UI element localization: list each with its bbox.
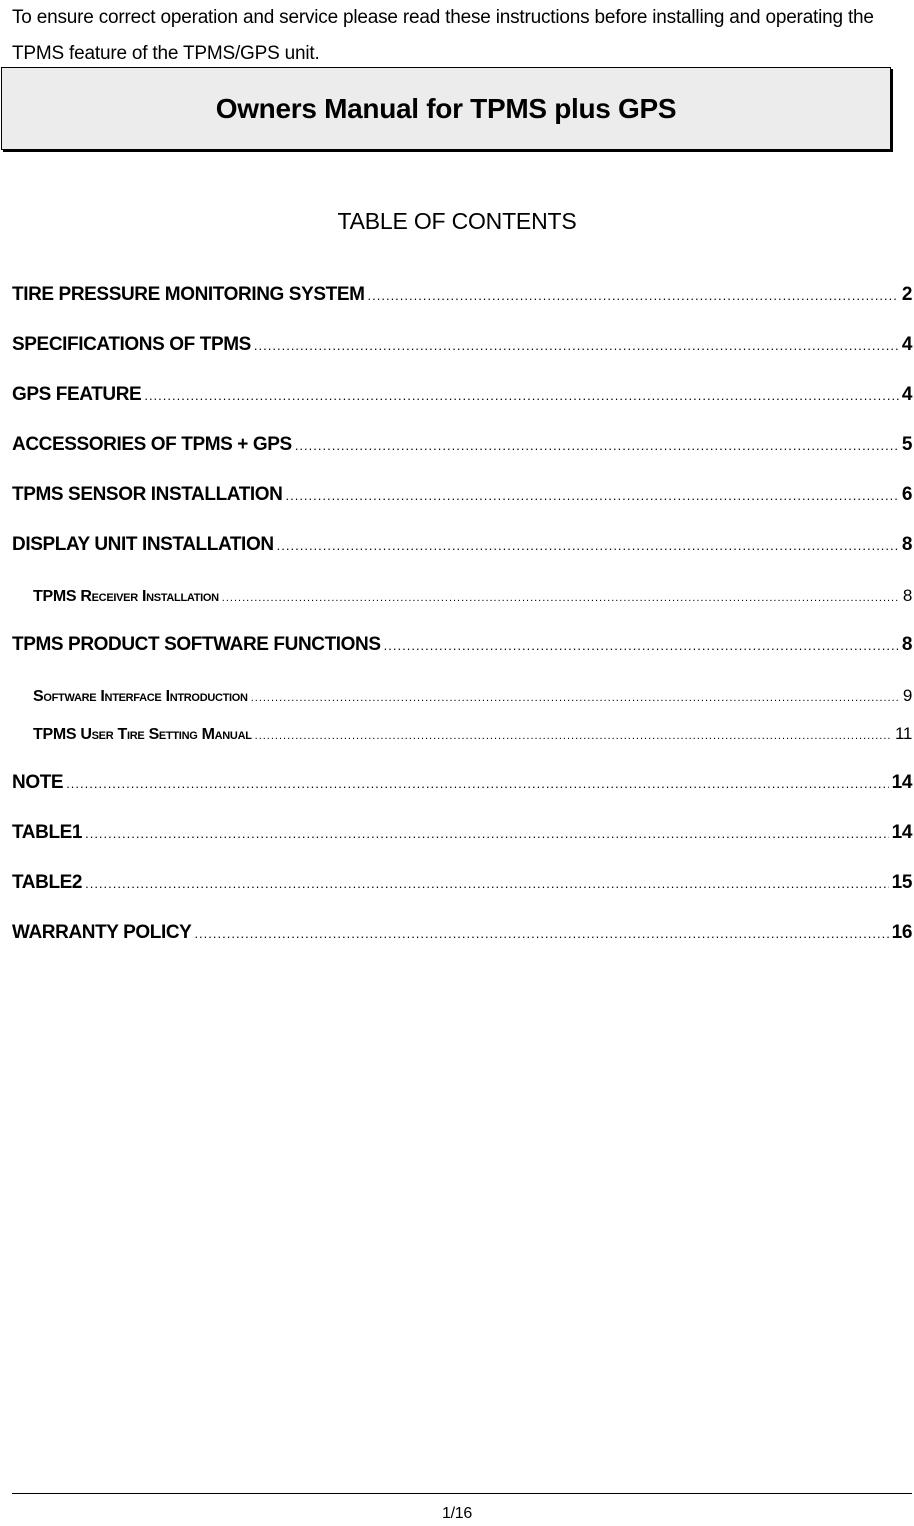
toc-entry[interactable]: [12, 922, 912, 944]
footer-divider: [12, 1493, 912, 1494]
toc-leader-dots: [222, 592, 900, 604]
toc-leader-dots: [66, 776, 888, 791]
toc-entry-label: TPMS PRODUCT SOFTWARE FUNCTIONS: [12, 634, 381, 655]
title-box: [1, 67, 891, 150]
toc-entry[interactable]: [12, 772, 912, 794]
toc-entry[interactable]: [12, 534, 912, 556]
toc-entry-label: GPS FEATURE: [12, 384, 142, 405]
toc-entry-page: 8: [901, 534, 912, 555]
toc-entry[interactable]: [12, 434, 912, 456]
toc-subentry[interactable]: [33, 724, 912, 744]
page-number: 1/16: [442, 1505, 472, 1522]
toc-entry-label: TPMS Receiver Installation: [33, 588, 219, 605]
toc-entry[interactable]: [12, 872, 912, 894]
toc-entry[interactable]: [12, 284, 912, 306]
toc-entry-label: TPMS SENSOR INSTALLATION: [12, 484, 283, 505]
toc-leader-dots: [368, 288, 899, 303]
toc-entry-label: TPMS User Tire Setting Manual: [33, 726, 252, 743]
toc-entry-page: 6: [901, 484, 912, 505]
toc-entry-label: TABLE2: [12, 872, 83, 893]
toc-entry-label: DISPLAY UNIT INSTALLATION: [12, 534, 274, 555]
toc-entry-page: 8: [901, 634, 912, 655]
toc-leader-dots: [85, 826, 889, 841]
toc-leader-dots: [194, 926, 888, 941]
toc-entry-page: 5: [901, 434, 912, 455]
document-title: Owners Manual for TPMS plus GPS: [215, 92, 677, 124]
toc-entry-label: ACCESSORIES OF TPMS + GPS: [12, 434, 292, 455]
toc-entry[interactable]: [12, 384, 912, 406]
toc-entry-page: 16: [891, 922, 912, 943]
toc-entry-page: 2: [901, 284, 912, 305]
toc-leader-dots: [255, 730, 892, 742]
toc-entry-page: 4: [901, 334, 912, 355]
toc-leader-dots: [277, 538, 899, 553]
toc-entry[interactable]: [12, 634, 912, 656]
toc-entry-page: 14: [891, 822, 912, 843]
toc-leader-dots: [85, 876, 889, 891]
toc-leader-dots: [254, 338, 899, 353]
intro-text: To ensure correct operation and service please read these instructions before installing and operating the TPMS feature of the TPMS/GPS unit.: [12, 7, 874, 64]
toc-entry-label: TIRE PRESSURE MONITORING SYSTEM: [12, 284, 365, 305]
toc-entry[interactable]: [12, 822, 912, 844]
toc-leader-dots: [295, 438, 899, 453]
toc-entry[interactable]: [12, 334, 912, 356]
toc-entry-page: 4: [901, 384, 912, 405]
toc-entry-page: 11: [894, 724, 912, 743]
toc-subentry[interactable]: [33, 586, 912, 606]
toc-entry[interactable]: [12, 484, 912, 506]
toc-entry-label: SPECIFICATIONS OF TPMS: [12, 334, 251, 355]
toc-entry-page: 14: [891, 772, 912, 793]
toc-leader-dots: [251, 692, 900, 704]
toc-leader-dots: [144, 388, 899, 403]
toc-entry-label: TABLE1: [12, 822, 83, 843]
toc-entry-label: Software Interface Introduction: [33, 688, 248, 705]
toc-entry-label: NOTE: [12, 772, 64, 793]
toc-entry-page: 15: [891, 872, 912, 893]
toc-leader-dots: [285, 488, 898, 503]
toc-entry-page: 8: [902, 586, 912, 605]
toc-entry-label: WARRANTY POLICY: [12, 922, 192, 943]
toc-leader-dots: [384, 638, 899, 653]
toc-subentry[interactable]: [33, 686, 912, 706]
toc-entry-page: 9: [902, 686, 912, 705]
toc-heading: TABLE OF CONTENTS: [337, 208, 577, 234]
